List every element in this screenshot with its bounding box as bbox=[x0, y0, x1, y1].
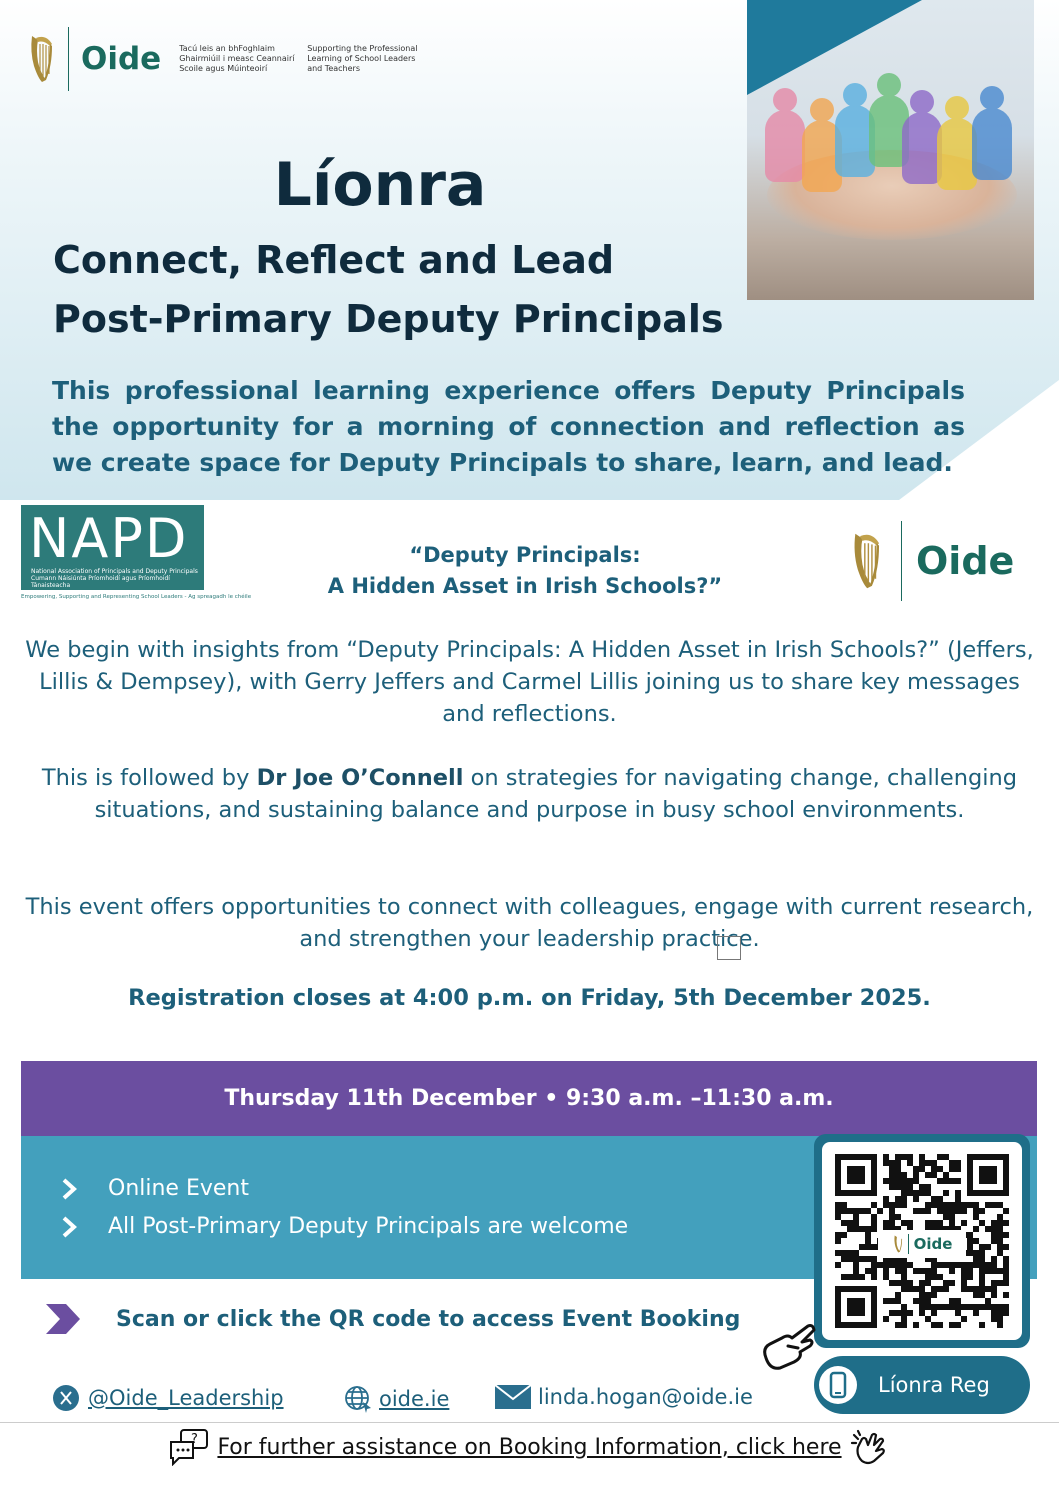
quote-line-1: “Deputy Principals: bbox=[409, 543, 641, 567]
event-date-bar: Thursday 11th December • 9:30 a.m. –11:30 a.m. bbox=[21, 1061, 1037, 1136]
page-title: Líonra bbox=[273, 150, 487, 220]
napd-fullname bbox=[31, 568, 204, 589]
qr-badge-label: Oide bbox=[913, 1235, 953, 1253]
email-contact bbox=[494, 1384, 753, 1410]
quote-title bbox=[290, 540, 760, 602]
logo-divider bbox=[908, 1234, 909, 1254]
corner-triangle bbox=[747, 0, 922, 95]
arrow-right-icon bbox=[44, 1302, 82, 1336]
reg-button-label: Líonra Reg bbox=[878, 1373, 990, 1397]
harp-icon bbox=[26, 32, 56, 86]
scan-instruction bbox=[44, 1302, 740, 1336]
mail-icon bbox=[494, 1384, 532, 1410]
napd-fullname-ga: Cumann Náisiúnta Príomhoidí agus Príomhoidí Tánaisteacha bbox=[31, 575, 170, 589]
logo-divider bbox=[68, 27, 69, 91]
globe-icon bbox=[343, 1384, 373, 1414]
harp-icon bbox=[892, 1234, 904, 1254]
email-address[interactable]: linda.hogan@oide.ie bbox=[538, 1385, 753, 1409]
info-item-audience bbox=[60, 1214, 628, 1239]
assistance-link[interactable]: For further assistance on Booking Information, click here bbox=[217, 1434, 842, 1460]
speaker-name: Dr Joe O’Connell bbox=[256, 765, 464, 791]
oide-wordmark: Oide bbox=[81, 41, 162, 77]
body-paragraph-1: We begin with insights from “Deputy Principals: A Hidden Asset in Irish Schools?” (Jeffers, Lillis & Dempsey), with Gerry Jeffers and Carmel Lillis joining us to share key messages and reflections. bbox=[25, 637, 1034, 727]
body-paragraph-2 bbox=[20, 762, 1039, 826]
figure-icon bbox=[972, 108, 1012, 180]
oide-logo-header bbox=[26, 26, 425, 92]
info-item-label: All Post-Primary Deputy Principals are welcome bbox=[108, 1214, 629, 1239]
harp-icon bbox=[845, 529, 887, 593]
oide-logo-partner bbox=[845, 520, 1014, 602]
quote-line-2: A Hidden Asset in Irish Schools?” bbox=[327, 574, 723, 598]
subtitle-connect: Connect, Reflect and Lead bbox=[53, 238, 615, 282]
napd-fullname-en: National Association of Principals and Deputy Principals bbox=[31, 568, 198, 575]
website-link[interactable]: oide.ie bbox=[379, 1387, 450, 1411]
info-item-label: Online Event bbox=[108, 1176, 249, 1201]
figure-icon bbox=[937, 118, 977, 190]
figure-icon bbox=[902, 112, 942, 184]
p2-after: on strategies for navigating change, challenging situations, and sustaining balance and purpose in busy school environments. bbox=[94, 765, 1018, 823]
tagline-english: Supporting the Professional Learning of School Leaders and Teachers bbox=[307, 44, 418, 73]
napd-wordmark: NAPD bbox=[29, 507, 189, 570]
qr-code[interactable] bbox=[814, 1134, 1030, 1348]
qr-code-inner bbox=[822, 1142, 1022, 1340]
phone-icon bbox=[818, 1365, 858, 1405]
twitter-contact bbox=[52, 1384, 284, 1412]
body-paragraph-3: This event offers opportunities to connect with colleagues, engage with current research, and strengthen your leadership practice. bbox=[25, 894, 1034, 952]
svg-text:?: ? bbox=[191, 1432, 199, 1447]
text-cursor-box bbox=[717, 936, 741, 960]
hand-wave-icon bbox=[850, 1429, 890, 1465]
oide-wordmark: Oide bbox=[916, 539, 1015, 583]
tagline-irish: Tacú leis an bhFoghlaim Ghairmiúil i measc Ceannairí Scoile agus Múinteoirí bbox=[179, 44, 295, 73]
website-contact bbox=[343, 1384, 449, 1414]
subtitle-audience: Post-Primary Deputy Principals bbox=[53, 297, 724, 341]
registration-deadline: Registration closes at 4:00 p.m. on Friday, 5th December 2025. bbox=[128, 985, 931, 1011]
twitter-link[interactable]: @Oide_Leadership bbox=[88, 1386, 284, 1410]
chevron-right-icon bbox=[60, 1178, 82, 1200]
lionra-reg-button[interactable] bbox=[814, 1356, 1030, 1414]
qr-oide-badge bbox=[878, 1230, 966, 1258]
napd-logo bbox=[21, 505, 204, 590]
hero-photo bbox=[747, 0, 1034, 300]
x-twitter-icon bbox=[52, 1384, 80, 1412]
napd-tagline: Empowering, Supporting and Representing School Leaders - Ag spreagadh le chéile bbox=[21, 594, 252, 600]
chevron-right-icon bbox=[60, 1216, 82, 1238]
scan-text: Scan or click the QR code to access Event Booking bbox=[116, 1306, 741, 1332]
p2-before: This is followed by bbox=[41, 765, 257, 791]
logo-divider bbox=[901, 521, 902, 601]
figure-icon bbox=[765, 110, 805, 182]
assistance-row bbox=[0, 1428, 1059, 1466]
hand-pointer-icon bbox=[758, 1318, 818, 1374]
intro-text: This professional learning experience offers Deputy Principals the opportunity for a morning of connection and reflection as we create space for Deputy Principals to share, learn, and lead. bbox=[52, 376, 965, 477]
chat-question-icon bbox=[169, 1428, 209, 1466]
info-item-online bbox=[60, 1176, 249, 1201]
